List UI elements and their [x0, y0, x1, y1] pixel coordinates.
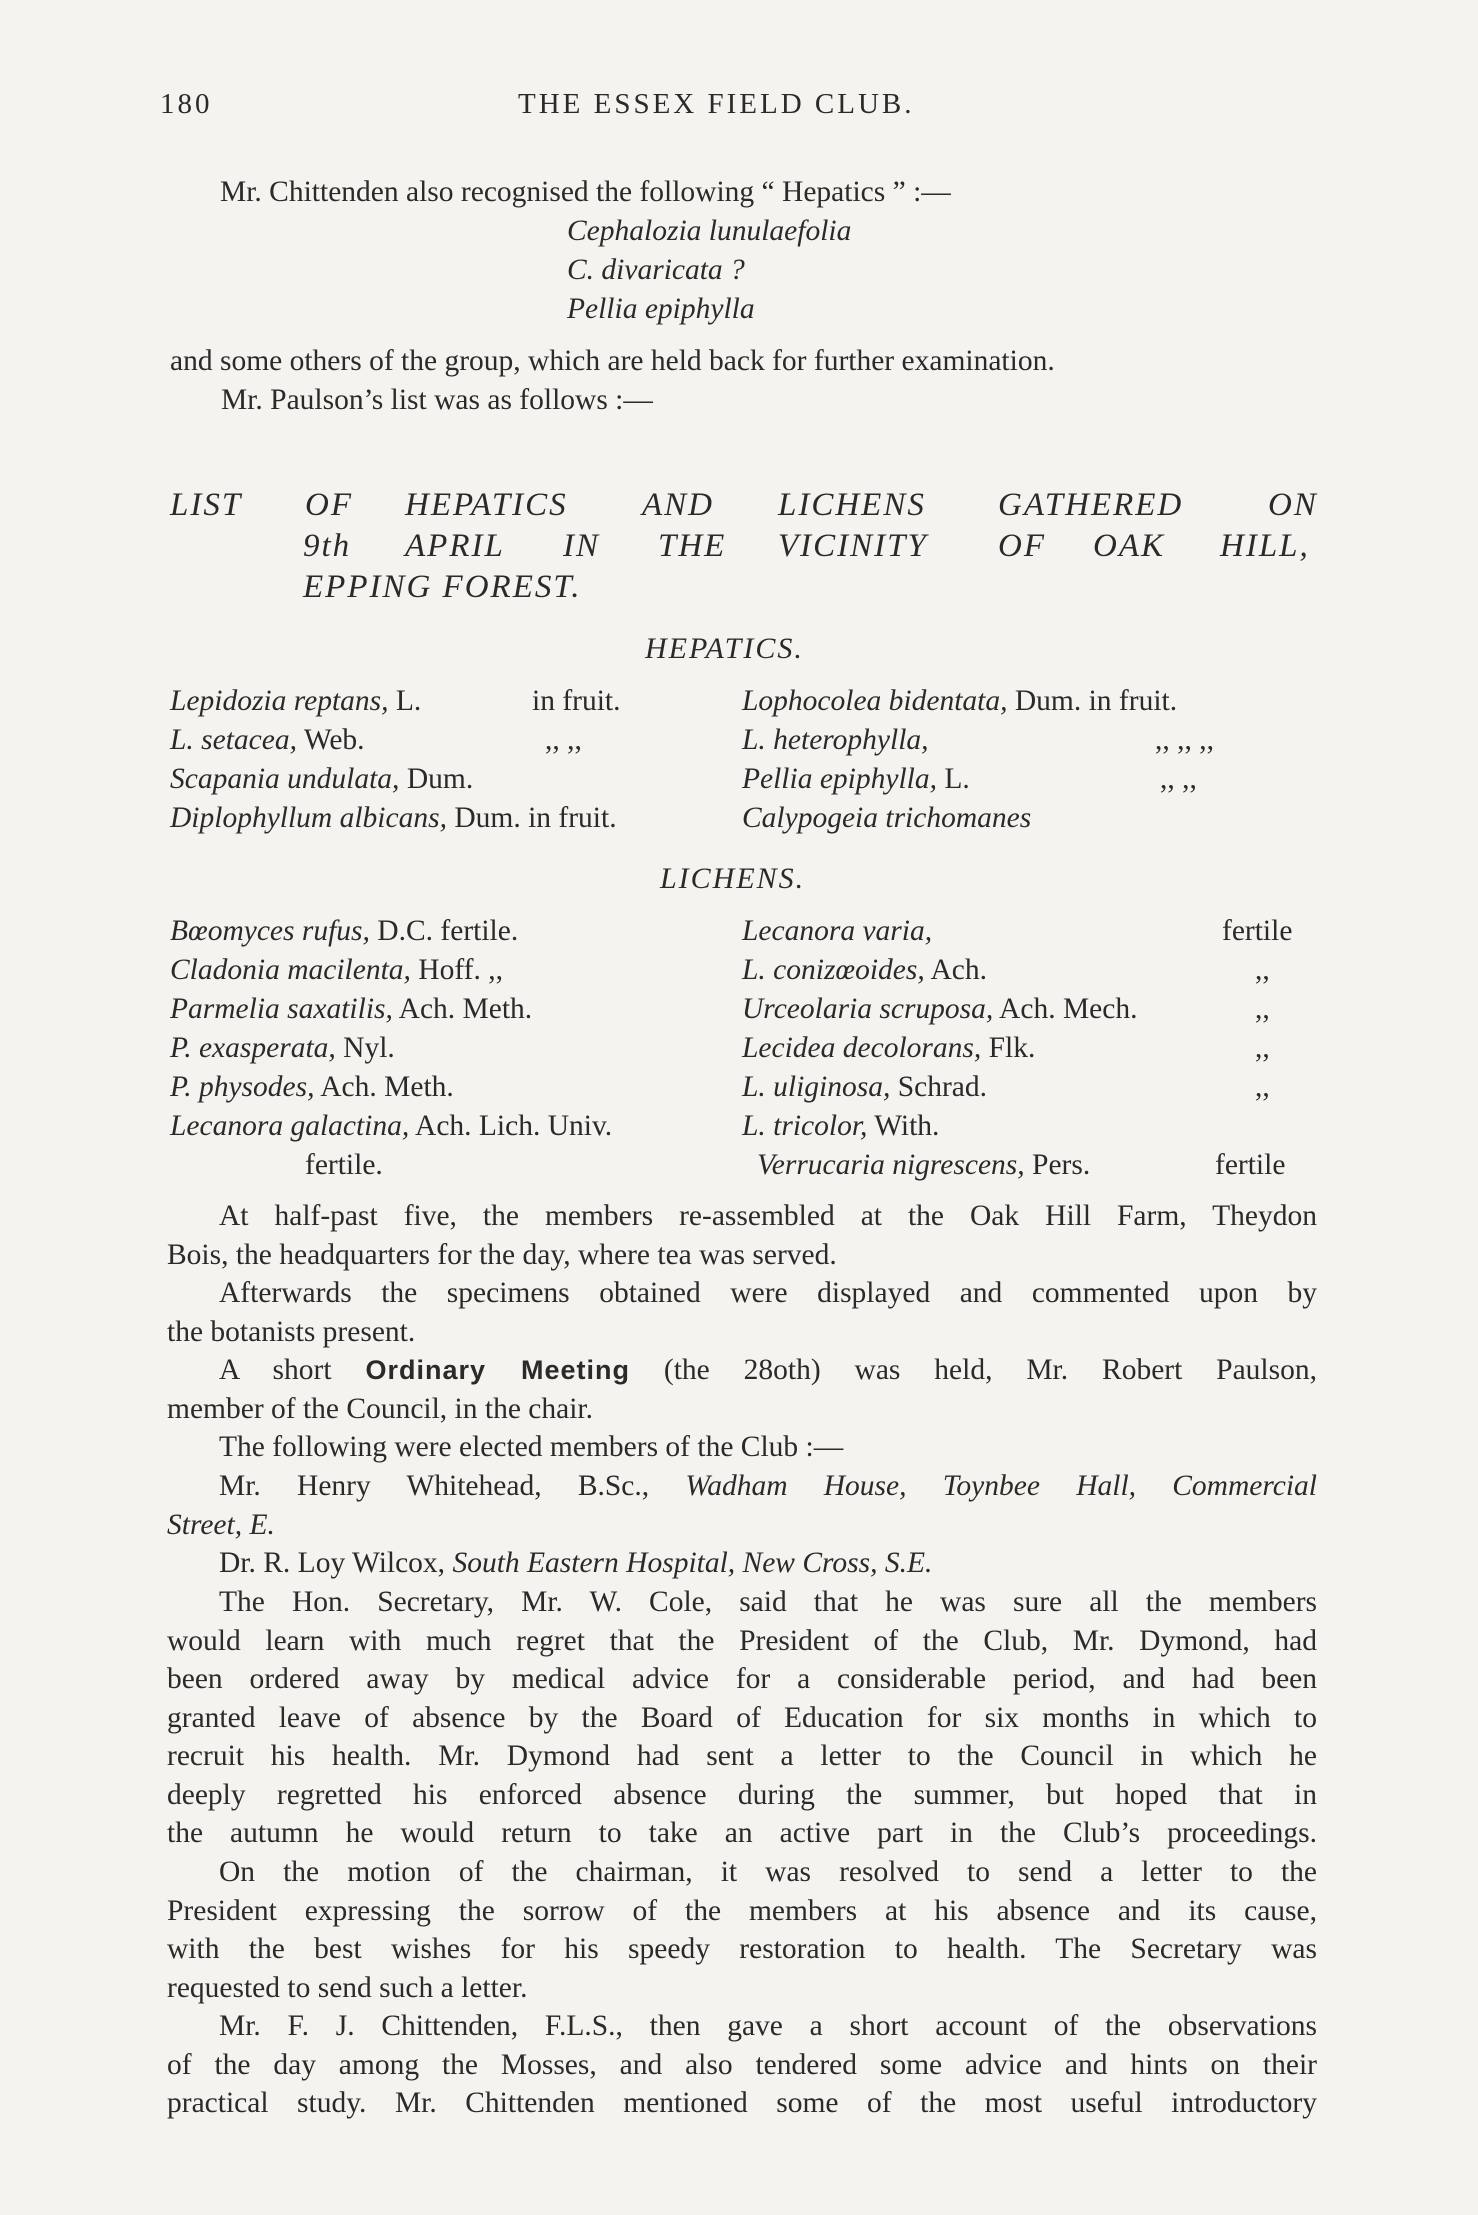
list-item-note: fertile: [1215, 1149, 1286, 1181]
paragraph-afterwards: Afterwards the specimens obtained were displayed and commented upon by the botanists present.: [167, 1277, 1317, 1348]
list-item: Lecidea decolorans, Flk.: [742, 1032, 1036, 1064]
intro-line-1: Mr. Chittenden also recognised the following “ Hepatics ” :—: [220, 176, 951, 208]
list-item: P. physodes, Ach. Meth.: [170, 1071, 454, 1103]
paragraph-whitehead: Mr. Henry Whitehead, B.Sc., Wadham House, Toynbee Hall, Commercial Street, E.: [167, 1470, 1317, 1541]
lichens-heading: LICHENS.: [660, 862, 806, 895]
title-word: HILL,: [1220, 528, 1310, 564]
list-item: Lophocolea bidentata, Dum. in fruit.: [742, 685, 1178, 717]
list-item: Parmelia saxatilis, Ach. Meth.: [170, 993, 533, 1025]
list-item: L. conizœoides, Ach.: [742, 954, 988, 986]
paragraph-hon-secretary: The Hon. Secretary, Mr. W. Cole, said that he was sure all the members would learn with much regret that the President of the Club, Mr. Dymond, had been ordered away by medical advice for a considerable period, and had been granted leave of absence by the Board of Education for six months in which to recruit his health. Mr. Dymond had sent a letter to the Council in which he deeply regretted his enforced absence during the summer, but hoped that in the autumn he would return to take an active part in the Club’s proceedings.: [167, 1586, 1317, 1849]
list-item: fertile.: [305, 1149, 383, 1181]
intro-line-2: and some others of the group, which are held back for further examination.: [170, 345, 1055, 377]
title-word: LICHENS: [778, 487, 926, 523]
list-item: P. exasperata, Nyl.: [170, 1032, 395, 1064]
paragraph-motion: On the motion of the chairman, it was resolved to send a letter to the President expressing the sorrow of the members at his absence and its cause, with the best wishes for his speedy restoration to health. The Secretary was requested to send such a letter.: [167, 1856, 1317, 2004]
list-item: L. tricolor, With.: [742, 1110, 940, 1142]
list-item: Cladonia macilenta, Hoff. ,,: [170, 954, 503, 986]
title-word: 9th: [303, 528, 352, 564]
list-item-note: ,,: [1255, 993, 1270, 1025]
list-item-note: ,,: [1255, 1032, 1270, 1064]
paragraph-chittenden-mosses: Mr. F. J. Chittenden, F.L.S., then gave a short account of the observations of the day among the Mosses, and also tendered some advice and hints on their practical study. Mr. Chittenden mentioned some of the most useful introductory: [167, 2010, 1317, 2119]
species-pellia: Pellia epiphylla: [567, 293, 755, 325]
list-item: Lecanora varia,: [742, 915, 933, 947]
page-number: 180: [160, 88, 213, 120]
list-item: L. setacea, Web.: [170, 724, 365, 756]
list-item: Urceolaria scruposa, Ach. Mech.: [742, 993, 1138, 1025]
title-word: VICINITY: [778, 528, 928, 564]
hepatics-heading: HEPATICS.: [645, 632, 804, 665]
list-item: L. uliginosa, Schrad.: [742, 1071, 988, 1103]
list-item: Pellia epiphylla, L.: [742, 763, 970, 795]
list-item-note: ,,: [1255, 1071, 1270, 1103]
title-word: AND: [642, 487, 714, 523]
list-item-note: ,, ,,: [545, 724, 582, 756]
title-word: OF: [305, 487, 353, 523]
list-item: Scapania undulata, Dum.: [170, 763, 474, 795]
list-item-note: ,, ,,: [1160, 763, 1197, 795]
paragraph-half-past-five: At half-past five, the members re-assembled at the Oak Hill Farm, Theydon Bois, the headquarters for the day, where tea was served.: [167, 1200, 1317, 1271]
title-word: GATHERED: [998, 487, 1184, 523]
list-item: Diplophyllum albicans, Dum. in fruit.: [170, 802, 617, 834]
intro-line-3: Mr. Paulson’s list was as follows :—: [221, 384, 653, 416]
title-line-3: EPPING FOREST.: [303, 569, 582, 605]
title-word: OF: [998, 528, 1046, 564]
list-item: Lepidozia reptans, L.: [170, 685, 422, 717]
list-item-note: fertile: [1222, 915, 1293, 947]
title-word: ON: [1268, 487, 1318, 523]
list-item: Bœomyces rufus, D.C. fertile.: [170, 915, 519, 947]
paragraph-elected: The following were elected members of the Club :—: [219, 1431, 844, 1463]
list-item: Calypogeia trichomanes: [742, 802, 1032, 834]
running-title: THE ESSEX FIELD CLUB.: [518, 88, 915, 120]
species-divaricata: C. divaricata ?: [567, 254, 745, 286]
paragraph-wilcox: Dr. R. Loy Wilcox, South Eastern Hospital, New Cross, S.E.: [219, 1547, 933, 1579]
paragraph-ordinary-meeting: A short Ordinary Meeting (the 28oth) was held, Mr. Robert Paulson, member of the Council, in the chair.: [167, 1354, 1317, 1425]
title-word: LIST: [170, 487, 243, 523]
list-item: L. heterophylla,: [742, 724, 929, 756]
title-word: THE: [658, 528, 727, 564]
list-item-note: ,,: [1255, 954, 1270, 986]
list-item: Lecanora galactina, Ach. Lich. Univ.: [170, 1110, 613, 1142]
list-item-note: in fruit.: [532, 685, 621, 717]
title-word: HEPATICS: [405, 487, 568, 523]
title-word: OAK: [1093, 528, 1165, 564]
title-word: IN: [563, 528, 600, 564]
list-item: Verrucaria nigrescens, Pers.: [757, 1149, 1091, 1181]
list-item-note: ,, ,, ,,: [1155, 724, 1214, 756]
species-cephalozia: Cephalozia lunulaefolia: [567, 215, 852, 247]
title-word: APRIL: [405, 528, 505, 564]
